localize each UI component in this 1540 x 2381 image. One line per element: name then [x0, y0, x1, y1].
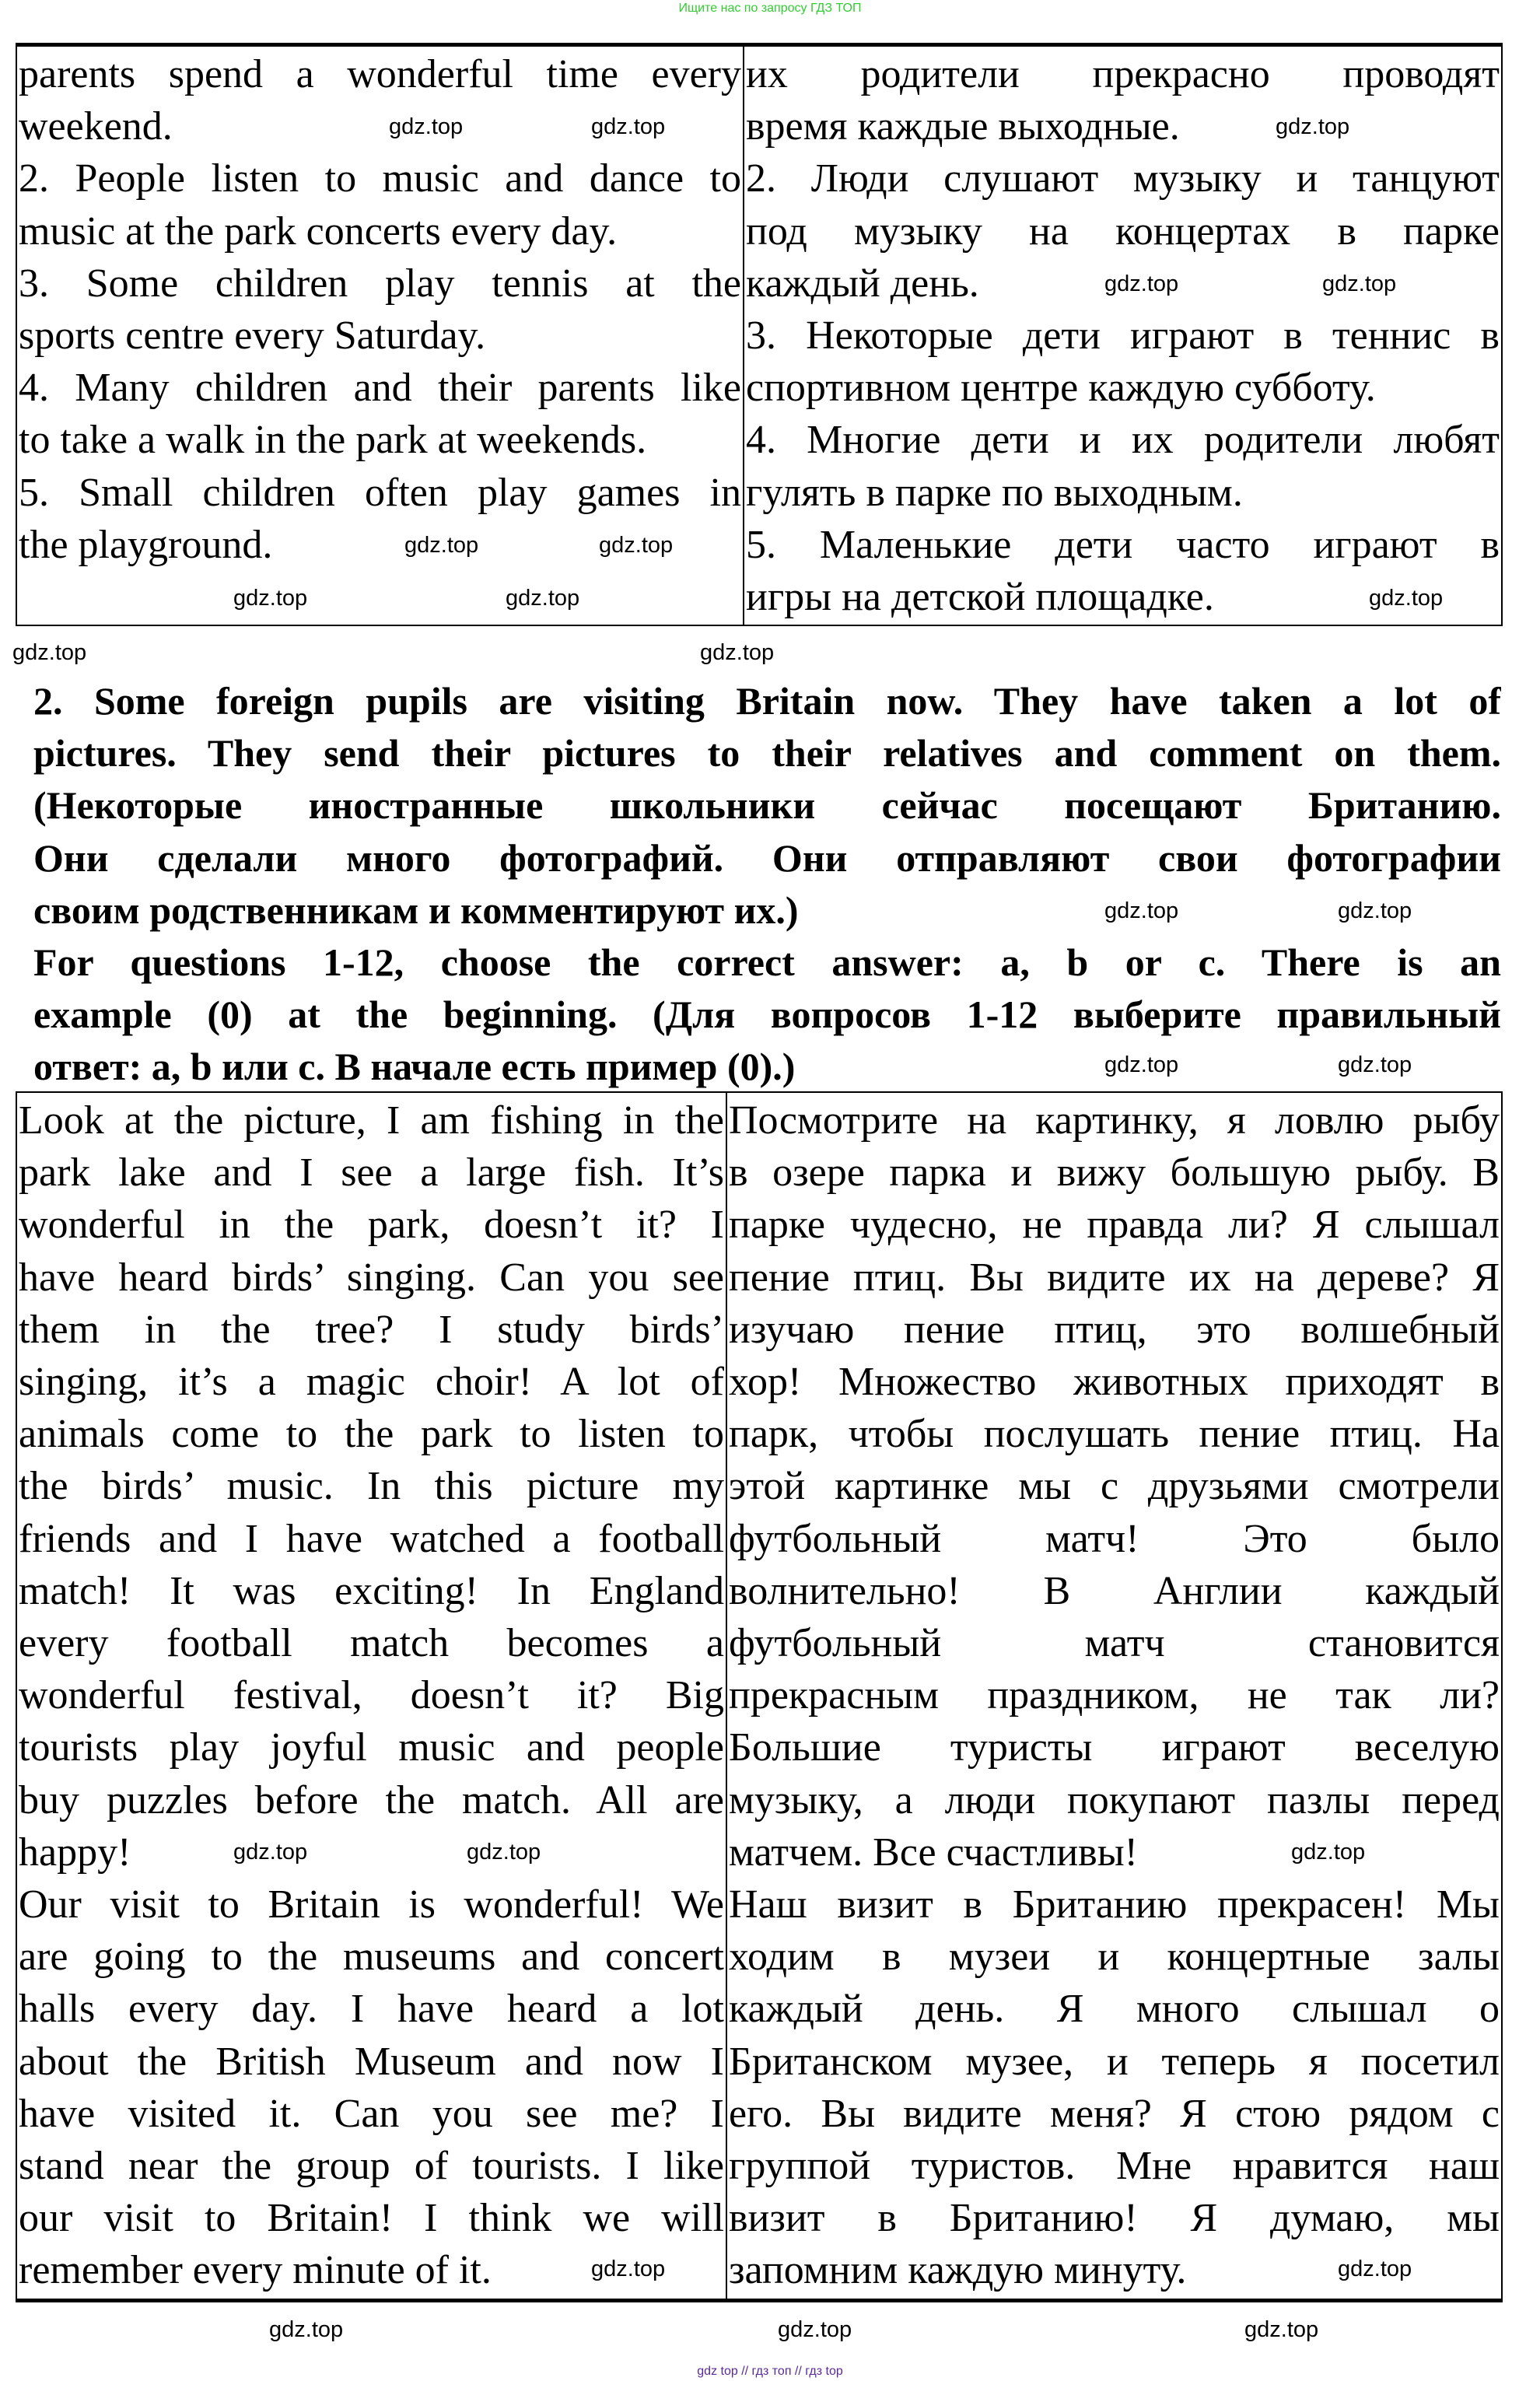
text-line: изучаю пение птиц, это волшебный: [729, 1307, 1500, 1352]
text-line: animals come to the park to listen to: [19, 1412, 724, 1457]
watermark: gdz.top: [1338, 2257, 1412, 2281]
watermark: gdz.top: [12, 640, 87, 665]
text-line: Our visit to Britain is wonderful! We: [19, 1882, 724, 1928]
russian-column: [744, 45, 1502, 626]
text-line: группой туристов. Мне нравится наш: [729, 2144, 1500, 2189]
text-line: парк, чтобы послушать пение птиц. На: [729, 1412, 1500, 1457]
watermark: gdz.top: [269, 2317, 344, 2342]
english-column: [16, 1092, 726, 2300]
russian-column: [726, 1092, 1502, 2300]
text-line: stand near the group of tourists. I like: [19, 2144, 724, 2189]
text-line: Посмотрите на картинку, я ловлю рыбу: [729, 1098, 1500, 1143]
text-line: parents spend a wonderful time every: [19, 52, 741, 96]
watermark: gdz.top: [233, 1840, 308, 1865]
watermark: gdz.top: [506, 586, 580, 611]
text-line: For questions 1-12, choose the correct answer: a, b or c. There is an: [33, 940, 1501, 985]
text-line: Наш визит в Британию прекрасен! Мы: [729, 1882, 1500, 1928]
text-line: halls every day. I have heard a lot: [19, 1987, 724, 2032]
text-line: the birds’ music. In this picture my: [19, 1464, 724, 1509]
text-line: park lake and I see a large fish. It’s: [19, 1150, 724, 1196]
text-line: матчем. Все счастливы!: [729, 1830, 1138, 1875]
text-line: спортивном центре каждую субботу.: [746, 366, 1376, 411]
text-line: прекрасным праздником, не так ли?: [729, 1673, 1500, 1718]
text-line: волнительно! В Англии каждый: [729, 1568, 1500, 1613]
watermark: gdz.top: [591, 2257, 666, 2281]
text-line: каждый день.: [746, 261, 979, 306]
footer-banner: gdz top // гдз топ // гдз top: [697, 2365, 843, 2378]
text-line: example (0) at the beginning. (Для вопросов 1-12 выберите правильный: [33, 993, 1501, 1037]
text-line: парке чудесно, не правда ли? Я слышал: [729, 1203, 1500, 1248]
text-line: wonderful in the park, doesn’t it? I: [19, 1203, 724, 1248]
text-line: игры на детской площадке.: [746, 575, 1214, 620]
text-line: его. Вы видите меня? Я стою рядом с: [729, 2091, 1500, 2136]
text-line: buy puzzles before the match. All are: [19, 1777, 724, 1823]
text-line: are going to the museums and concert: [19, 1935, 724, 1980]
watermark: gdz.top: [1338, 1052, 1412, 1077]
text-line: friends and I have watched a football: [19, 1516, 724, 1561]
watermark: gdz.top: [467, 1840, 541, 1865]
watermark: gdz.top: [591, 114, 666, 139]
text-line: 4. Many children and their parents like: [19, 366, 741, 411]
watermark: gdz.top: [1276, 114, 1350, 139]
text-line: футбольный матч! Это было: [729, 1516, 1500, 1561]
text-line: Look at the picture, I am fishing in the: [19, 1098, 724, 1143]
text-line: singing, it’s a magic choir! A lot of: [19, 1360, 724, 1405]
text-line: Они сделали много фотографий. Они отправляют свои фотографии: [33, 835, 1501, 880]
watermark: gdz.top: [778, 2317, 852, 2342]
text-line: этой картинке мы с друзьями смотрели: [729, 1464, 1500, 1509]
text-line: happy!: [19, 1830, 131, 1875]
watermark: gdz.top: [389, 114, 464, 139]
text-line: 2. People listen to music and dance to: [19, 156, 741, 201]
watermark: gdz.top: [1338, 898, 1412, 923]
text-line: Британском музее, и теперь я посетил: [729, 2039, 1500, 2084]
text-line: sports centre every Saturday.: [19, 313, 486, 359]
text-line: have heard birds’ singing. Can you see: [19, 1255, 724, 1300]
text-line: music at the park concerts every day.: [19, 208, 618, 254]
text-line: визит в Британию! Я думаю, мы: [729, 2196, 1500, 2241]
text-line: tourists play joyful music and people: [19, 1725, 724, 1770]
text-line: гулять в парке по выходным.: [746, 470, 1243, 515]
watermark: gdz.top: [1104, 898, 1179, 923]
text-line: have visited it. Can you see me? I: [19, 2091, 724, 2136]
text-line: футбольный матч становится: [729, 1621, 1500, 1666]
watermark: gdz.top: [1322, 271, 1397, 296]
watermark: gdz.top: [1244, 2317, 1319, 2342]
task-instructions: [33, 675, 1501, 1094]
text-line: ходим в музеи и концертные залы: [729, 1935, 1500, 1980]
watermark: gdz.top: [599, 533, 674, 558]
text-line: 5. Small children often play games in: [19, 470, 741, 515]
text-line: каждый день. Я много слышал о: [729, 1987, 1500, 2032]
text-line: 3. Some children play tennis at the: [19, 261, 741, 306]
watermark: gdz.top: [1369, 586, 1444, 611]
text-line: 4. Многие дети и их родители любят: [746, 418, 1500, 463]
watermark: gdz.top: [700, 640, 775, 665]
text-line: wonderful festival, doesn’t it? Big: [19, 1673, 724, 1718]
text-line: to take a walk in the park at weekends.: [19, 418, 647, 463]
text-line: пение птиц. Вы видите их на дереве? Я: [729, 1255, 1500, 1300]
text-line: every football match becomes a: [19, 1621, 724, 1666]
header-banner: Ищите нас по запросу ГДЗ ТОП: [678, 2, 862, 15]
text-line: их родители прекрасно проводят: [746, 52, 1500, 96]
watermark: gdz.top: [404, 533, 479, 558]
watermark: gdz.top: [1291, 1840, 1366, 1865]
watermark: gdz.top: [1104, 1052, 1179, 1077]
text-line: (Некоторые иностранные школьники сейчас посещают Британию.: [33, 783, 1501, 828]
text-line: pictures. They send their pictures to their relatives and comment on them.: [33, 731, 1501, 776]
translation-table-2: [16, 1091, 1503, 2302]
watermark: gdz.top: [233, 586, 308, 611]
text-line: ответ: a, b или c. В начале есть пример (0).): [33, 1045, 796, 1089]
text-line: 3. Некоторые дети играют в теннис в: [746, 313, 1500, 359]
text-line: 2. Some foreign pupils are visiting Britain now. They have taken a lot of: [33, 679, 1501, 723]
text-line: своим родственникам и комментируют их.): [33, 888, 799, 932]
text-line: время каждые выходные.: [746, 104, 1180, 149]
text-line: weekend.: [19, 104, 173, 149]
text-line: our visit to Britain! I think we will: [19, 2196, 724, 2241]
text-line: Большие туристы играют веселую: [729, 1725, 1500, 1770]
text-line: музыку, а люди покупают пазлы перед: [729, 1777, 1500, 1823]
watermark: gdz.top: [1104, 271, 1179, 296]
text-line: хор! Множество животных приходят в: [729, 1360, 1500, 1405]
text-line: 2. Люди слушают музыку и танцуют: [746, 156, 1500, 201]
text-line: remember every minute of it.: [19, 2248, 492, 2293]
text-line: the playground.: [19, 522, 273, 567]
text-line: под музыку на концертах в парке: [746, 208, 1500, 254]
text-line: them in the tree? I study birds’: [19, 1307, 724, 1352]
text-line: в озере парка и вижу большую рыбу. В: [729, 1150, 1500, 1196]
text-line: 5. Маленькие дети часто играют в: [746, 522, 1500, 567]
text-line: запомним каждую минуту.: [729, 2248, 1187, 2293]
text-line: about the British Museum and now I: [19, 2039, 724, 2084]
text-line: match! It was exciting! In England: [19, 1568, 724, 1613]
